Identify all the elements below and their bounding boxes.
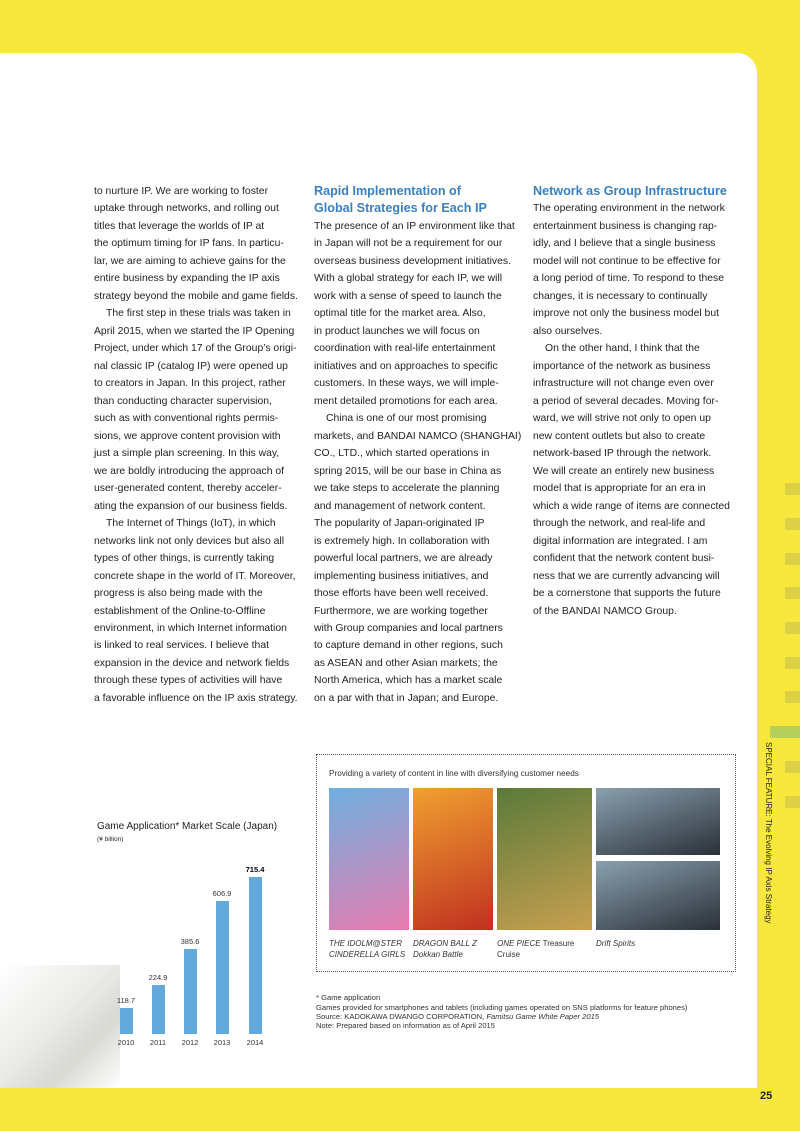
text-line: sions, we approve content provision with bbox=[94, 430, 281, 442]
text-line: environment, in which Internet information bbox=[94, 623, 287, 634]
bar-2011 bbox=[152, 985, 165, 1034]
text-line: optimal title for the market area. Also, bbox=[314, 308, 486, 320]
text-line: concrete shape in the world of IT. Moreover, bbox=[94, 570, 296, 582]
text-line: ment detailed promotions for each area. bbox=[314, 395, 498, 407]
text-line: strategy beyond the mobile and game fields. bbox=[94, 290, 298, 302]
text-line: a period of several decades. Moving for- bbox=[533, 395, 719, 407]
game-screenshot bbox=[596, 861, 720, 930]
column-heading: Network as Group Infrastructure bbox=[533, 184, 727, 198]
text-line: user-generated content, thereby acceler- bbox=[94, 483, 282, 495]
text-line: new content outlets but also to create bbox=[533, 430, 706, 442]
text-line: nal classic IP (catalog IP) were opened up bbox=[94, 360, 288, 372]
text-line: entertainment business is changing rap- bbox=[533, 220, 718, 232]
bar-2014 bbox=[249, 877, 262, 1034]
game-screenshot bbox=[329, 788, 409, 930]
text-line: China is one of our most promising bbox=[326, 413, 487, 425]
section-tab bbox=[785, 622, 800, 634]
text-line: than conducting character supervision, bbox=[94, 395, 272, 407]
text-line: importance of the network as business bbox=[533, 360, 711, 372]
section-tab bbox=[785, 691, 800, 703]
text-line: digital information are integrated. I am bbox=[533, 535, 708, 547]
text-line: with Group companies and local partners bbox=[314, 623, 503, 634]
section-tab bbox=[785, 483, 800, 495]
text-line: The Internet of Things (IoT), in which bbox=[106, 518, 276, 530]
gallery-caption: Providing a variety of content in line with diversifying customer needs bbox=[329, 769, 579, 778]
text-line: of the BANDAI NAMCO Group. bbox=[533, 605, 677, 617]
game-title-sub: Cruise bbox=[497, 950, 521, 959]
text-line: improve not only the business model but bbox=[533, 308, 719, 320]
text-line: We will create an entirely new business bbox=[533, 465, 715, 477]
text-line: coordination with real-life entertainment bbox=[314, 343, 496, 355]
text-line: initiatives and on approaches to specific bbox=[314, 360, 498, 372]
text-line: titles that leverage the worlds of IP at bbox=[94, 220, 265, 232]
text-line: in product launches we will focus on bbox=[314, 325, 480, 337]
text-line: is linked to real services. I believe that bbox=[94, 640, 269, 652]
text-line: April 2015, when we started the IP Opening bbox=[94, 325, 295, 337]
text-line: spring 2015, will be our base in China as bbox=[314, 465, 502, 477]
game-title-name: THE IDOLM@STER bbox=[329, 939, 403, 948]
text-line: powerful local partners, we are already bbox=[314, 553, 493, 565]
text-line: North America, which has a market scale bbox=[314, 675, 503, 687]
text-line: Furthermore, we are working together bbox=[314, 605, 488, 617]
footnote-2: Games provided for smartphones and tablets (including games operated on SNS platforms for feature phones) bbox=[316, 1003, 688, 1012]
game-screenshot bbox=[497, 788, 592, 930]
value-label: 715.4 bbox=[245, 865, 265, 874]
text-line: we take steps to accelerate the planning bbox=[314, 483, 500, 495]
text-line: a long period of time. To respond to these bbox=[533, 273, 725, 285]
text-line: The operating environment in the network bbox=[533, 203, 725, 215]
footnote-4: Note: Prepared based on information as of April 2015 bbox=[316, 1021, 495, 1030]
text-line: changes, it is necessary to continually bbox=[533, 290, 708, 302]
text-line: CO., LTD., which started operations in bbox=[314, 448, 490, 460]
footnote-source-title: Famitsu Game White Paper 2015 bbox=[486, 1012, 600, 1021]
text-line: idly, and I believe that a single business bbox=[533, 238, 716, 250]
text-line: also ourselves. bbox=[533, 325, 603, 337]
text-line: those efforts have been well received. bbox=[314, 588, 489, 600]
text-line: through these types of activities will have bbox=[94, 675, 283, 687]
game-title-name: ONE PIECE bbox=[497, 939, 541, 948]
text-line: to nurture IP. We are working to foster bbox=[94, 186, 269, 197]
text-line: ating the expansion of our business fields. bbox=[94, 500, 288, 512]
text-line: ness that we are currently advancing will bbox=[533, 570, 720, 582]
text-line: to capture demand in other regions, such bbox=[314, 640, 503, 652]
section-tab bbox=[785, 587, 800, 599]
text-line: ward, we will strive not only to open up bbox=[533, 413, 711, 425]
column-heading: Rapid Implementation of bbox=[314, 184, 461, 198]
game-screenshot bbox=[413, 788, 493, 930]
section-tab-active bbox=[770, 726, 800, 738]
text-line: we are boldly introducing the approach of bbox=[94, 465, 285, 477]
game-title bbox=[497, 938, 574, 960]
year-label: 2014 bbox=[246, 1038, 264, 1047]
value-label: 224.9 bbox=[148, 972, 168, 982]
section-tab bbox=[785, 761, 800, 773]
text-line: the optimum timing for IP fans. In particu- bbox=[94, 238, 284, 250]
text-line: Project, under which 17 of the Group’s origi- bbox=[94, 343, 297, 355]
text-line: uptake through networks, and rolling out bbox=[94, 203, 279, 215]
bar-2010 bbox=[120, 1008, 133, 1034]
page-number: 25 bbox=[760, 1090, 773, 1102]
text-line: on a par with that in Japan; and Europe. bbox=[314, 692, 499, 704]
game-title bbox=[596, 938, 635, 949]
game-title-sub: Dokkan Battle bbox=[413, 950, 463, 959]
value-label: 385.6 bbox=[180, 937, 200, 947]
chart-unit: (¥ billion) bbox=[97, 836, 124, 843]
section-tab bbox=[785, 553, 800, 565]
text-line: entire business by expanding the IP axis bbox=[94, 273, 280, 285]
text-line: expansion in the device and network fields bbox=[94, 657, 290, 669]
text-line: progress is also being made with the bbox=[94, 588, 263, 600]
text-line: to creators in Japan. In this project, rather bbox=[94, 378, 286, 390]
text-line: model will not continue to be effective for bbox=[533, 255, 721, 267]
text-line: implementing business initiatives, and bbox=[314, 570, 489, 582]
text-line: infrastructure will not change even over bbox=[533, 378, 714, 390]
text-line: model that is appropriate for an era in bbox=[533, 483, 706, 495]
text-line: confident that the network content busi- bbox=[533, 553, 715, 565]
text-line: be a cornerstone that supports the future bbox=[533, 588, 721, 600]
footnote-source: Source: KADOKAWA DWANGO CORPORATION, bbox=[316, 1012, 487, 1021]
text-line: markets, and BANDAI NAMCO (SHANGHAI) bbox=[314, 430, 522, 442]
text-line: lar, we are aiming to achieve gains for the bbox=[94, 255, 286, 267]
text-line: overseas business development initiatives. bbox=[314, 255, 511, 267]
bar-2012 bbox=[184, 949, 197, 1034]
text-line: network-based IP through the network. bbox=[533, 448, 712, 460]
game-screenshot bbox=[596, 788, 720, 855]
decorative-image bbox=[0, 965, 120, 1088]
text-line: customers. In these ways, we will imple- bbox=[314, 378, 499, 390]
text-line: The popularity of Japan-originated IP bbox=[314, 518, 485, 530]
game-title bbox=[413, 938, 477, 960]
text-line: networks link not only devices but also all bbox=[94, 535, 285, 547]
bar-2013 bbox=[216, 901, 229, 1034]
text-line: as ASEAN and other Asian markets; the bbox=[314, 657, 498, 669]
column-heading: Global Strategies for Each IP bbox=[314, 201, 487, 216]
value-label: 118.7 bbox=[116, 995, 136, 1005]
year-label: 2010 bbox=[117, 1038, 135, 1047]
game-title-name: DRAGON BALL Z bbox=[413, 939, 477, 948]
text-line: which a wide range of items are connected bbox=[533, 500, 730, 512]
footnote-3 bbox=[316, 1012, 599, 1021]
text-line: work with a sense of speed to launch the bbox=[314, 290, 502, 302]
text-line: just a simple plan screening. In this way, bbox=[94, 448, 280, 460]
game-title bbox=[329, 938, 405, 960]
section-tab bbox=[785, 796, 800, 808]
text-line: in Japan will not be a requirement for our bbox=[314, 238, 503, 250]
footnote-1: * Game application bbox=[316, 993, 381, 1002]
text-line: through the network, and real-life and bbox=[533, 518, 706, 530]
text-line: such as with conventional rights permis- bbox=[94, 413, 279, 425]
text-line: establishment of the Online-to-Offline bbox=[94, 605, 266, 617]
year-label: 2011 bbox=[149, 1038, 167, 1047]
year-label: 2012 bbox=[181, 1038, 199, 1047]
text-line: types of other things, is currently taking bbox=[94, 553, 275, 565]
year-label: 2013 bbox=[213, 1038, 231, 1047]
text-line: and management of network content. bbox=[314, 500, 486, 512]
chart-title: Game Application* Market Scale (Japan) bbox=[97, 821, 278, 832]
game-title-name: Drift Spirits bbox=[596, 939, 636, 948]
text-line: a favorable influence on the IP axis strategy. bbox=[94, 692, 298, 704]
text-line: On the other hand, I think that the bbox=[545, 343, 700, 355]
section-tab bbox=[785, 657, 800, 669]
section-label: SPECIAL FEATURE: The Evolving IP Axis Strategy bbox=[764, 742, 773, 924]
game-title-sub: CINDERELLA GIRLS bbox=[329, 950, 406, 959]
game-title-suffix: Treasure bbox=[540, 939, 575, 948]
value-label: 606.9 bbox=[212, 888, 232, 898]
text-line: With a global strategy for each IP, we will bbox=[314, 273, 503, 285]
text-line: is extremely high. In collaboration with bbox=[314, 535, 490, 547]
section-tab bbox=[785, 518, 800, 530]
text-line: The presence of an IP environment like that bbox=[314, 220, 515, 232]
text-line: The first step in these trials was taken in bbox=[106, 308, 291, 320]
